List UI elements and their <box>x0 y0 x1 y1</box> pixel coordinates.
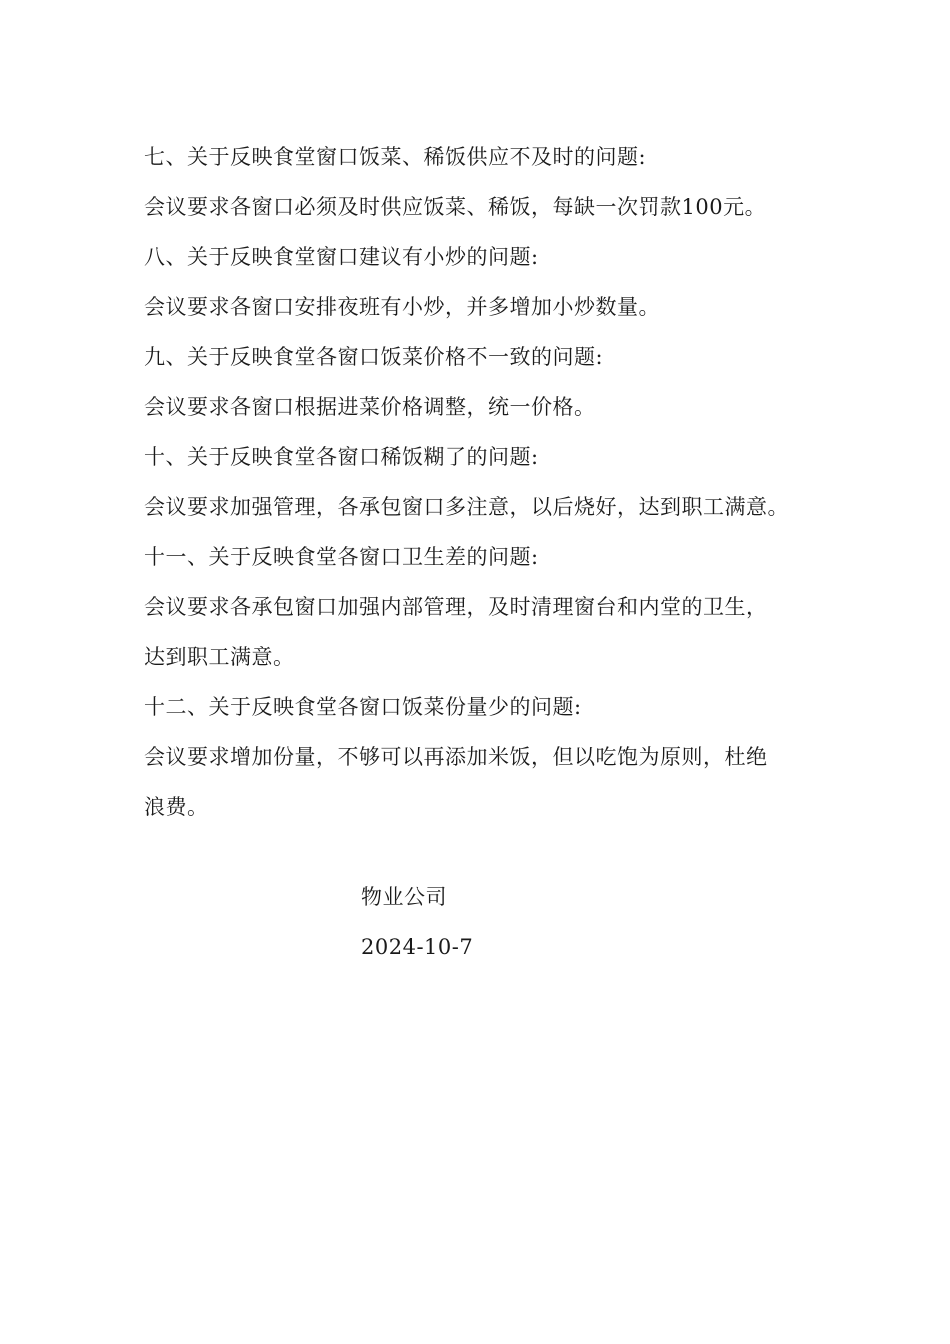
section-heading-9: 九、关于反映食堂各窗口饭菜价格不一致的问题: <box>144 345 604 369</box>
section-resolution-10: 会议要求加强管理，各承包窗口多注意，以后烧好，达到职工满意。 <box>144 495 789 519</box>
section-resolution-12-line-2: 浪费。 <box>144 795 209 819</box>
section-heading-7: 七、关于反映食堂窗口饭菜、稀饭供应不及时的问题: <box>144 145 647 169</box>
section-heading-10: 十、关于反映食堂各窗口稀饭糊了的问题: <box>144 445 539 469</box>
signature-organization: 物业公司 <box>361 885 447 909</box>
section-resolution-11-line-1: 会议要求各承包窗口加强内部管理，及时清理窗台和内堂的卫生， <box>144 595 768 619</box>
section-heading-8: 八、关于反映食堂窗口建议有小炒的问题: <box>144 245 539 269</box>
section-heading-12: 十二、关于反映食堂各窗口饭菜份量少的问题: <box>144 695 582 719</box>
section-resolution-9: 会议要求各窗口根据进菜价格调整，统一价格。 <box>144 395 596 419</box>
signature-date: 2024-10-7 <box>361 935 474 959</box>
section-resolution-8: 会议要求各窗口安排夜班有小炒，并多增加小炒数量。 <box>144 295 660 319</box>
section-heading-11: 十一、关于反映食堂各窗口卫生差的问题: <box>144 545 539 569</box>
meeting-minutes-body <box>144 132 824 832</box>
section-resolution-11-line-2: 达到职工满意。 <box>144 645 295 669</box>
section-resolution-12-line-1: 会议要求增加份量，不够可以再添加米饭，但以吃饱为原则，杜绝 <box>144 745 768 769</box>
signature-block <box>361 872 473 972</box>
section-resolution-7: 会议要求各窗口必须及时供应饭菜、稀饭，每缺一次罚款100元。 <box>144 195 767 219</box>
